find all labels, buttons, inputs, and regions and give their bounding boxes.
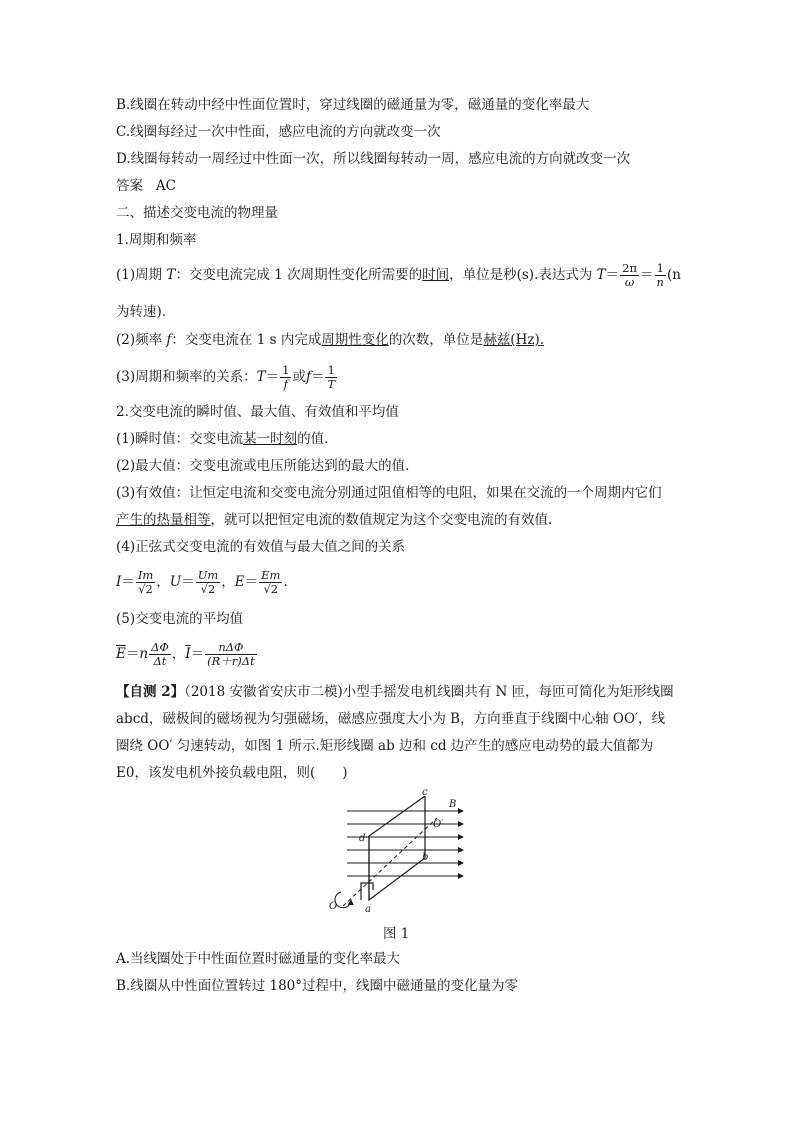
maximum-value: (2)最大值：交变电流或电压所能达到的最大的值.	[116, 458, 410, 474]
formula-E-bar: $\overline{E}$	[116, 646, 126, 662]
sine-relation-title: (4)正弦式交变电流的有效值与最大值之间的关系	[116, 539, 406, 555]
equals-sign: ＝	[244, 574, 259, 590]
label-O: O	[329, 901, 338, 912]
relation-fraction-2	[325, 364, 337, 391]
fraction-denominator: (R＋r)Δt	[207, 654, 255, 668]
freq-prefix: (2)频率	[116, 332, 167, 348]
equals-sign: ＝	[605, 267, 620, 283]
effective-value-line2	[116, 511, 552, 529]
label-d: d	[359, 833, 366, 844]
period-fraction-1	[620, 262, 639, 289]
formula-I-fraction	[136, 569, 155, 596]
separator: ，	[171, 646, 186, 662]
equals-sign: ＝	[310, 369, 325, 385]
fraction-denominator: √2	[200, 582, 216, 596]
problem-tag: 【自测 2】	[116, 684, 185, 700]
problem-line4: E0，该发电机外接负载电阻，则( )	[116, 765, 348, 781]
average-fraction-1	[149, 641, 171, 668]
period-text: ：交变电流完成 1 次周期性变化所需要的	[175, 267, 423, 283]
generator-coil-diagram	[325, 788, 475, 916]
subsection-title-2: 2.交变电流的瞬时值、最大值、有效值和平均值	[116, 404, 399, 420]
relation-T: T	[256, 369, 266, 385]
relation-f: f	[305, 369, 311, 385]
separator: ，	[221, 574, 235, 590]
option-b: B.线圈在转动中经中性面位置时，穿过线圈的磁通量为零，磁通量的变化率最大	[116, 97, 590, 113]
fraction-numerator: 2π	[622, 261, 638, 275]
fraction-numerator: 1	[325, 364, 337, 378]
fraction-numerator: 1	[282, 363, 290, 377]
label-b: b	[422, 852, 429, 863]
fraction-denominator: √2	[263, 582, 279, 596]
fraction-denominator: f	[283, 377, 288, 391]
equals-sign: ＝	[265, 369, 280, 385]
problem-line2: abcd，磁极间的磁场视为匀强磁场，磁感应强度大小为 B，方向垂直于线圈中心轴 OO′，线	[116, 711, 666, 727]
period-tail: (n	[666, 267, 681, 283]
fraction-numerator: Um	[197, 568, 219, 582]
period-prefix: (1)周期	[116, 267, 167, 283]
figure-caption: 图 1	[383, 926, 410, 942]
problem-text-1: （2018 安徽省安庆市二模)小型手摇发电机线圈共有 N 匝，每匝可简化为矩形线圈	[184, 684, 674, 700]
fraction-denominator: Δt	[153, 654, 167, 668]
equals-sign: ＝	[190, 646, 205, 662]
formula-E-fraction	[259, 569, 282, 596]
fraction-denominator: n	[656, 275, 664, 289]
fraction-denominator: T	[327, 377, 336, 391]
equals-sign: ＝	[121, 574, 135, 590]
relation-prefix: (3)周期和频率的关系：	[116, 369, 257, 385]
relation-or: 或	[292, 369, 306, 385]
fraction-numerator: Im	[137, 568, 154, 582]
option-c: C.线圈每经过一次中性面，感应电流的方向就改变一次	[116, 124, 441, 140]
label-c: c	[422, 788, 428, 798]
effective-post: ，就可以把恒定电流的数值规定为这个交变电流的有效值.	[210, 512, 553, 528]
answer-value: AC	[155, 178, 176, 194]
option-b-bottom: B.线圈从中性面位置转过 180°过程中，线圈中磁通量的变化量为零	[116, 978, 519, 994]
label-O-prime: O′	[433, 819, 444, 830]
formula-I: I	[116, 574, 122, 590]
problem-line1	[116, 683, 674, 701]
equals-sign: ＝	[640, 267, 654, 283]
label-a: a	[365, 904, 371, 915]
freq-underline-1: 周期性变化	[321, 332, 389, 348]
period-mark: .	[283, 574, 288, 590]
period-underline: 时间	[422, 267, 450, 283]
average-formula	[116, 641, 258, 668]
option-a-bottom: A.当线圈处于中性面位置时磁通量的变化率最大	[116, 951, 401, 967]
fraction-numerator: 1	[655, 262, 666, 276]
sine-formula	[116, 569, 288, 596]
effective-underline: 产生的热量相等	[116, 512, 211, 528]
period-fraction-2	[655, 262, 666, 289]
formula-E: E	[234, 574, 245, 590]
fraction-numerator: Em	[261, 568, 281, 582]
period-frequency-relation	[116, 364, 338, 391]
problem-line3: 圈绕 OO′ 匀速转动，如图 1 所示.矩形线圈 ab 边和 cd 边产生的感应电动势的最大值都为	[116, 738, 654, 754]
freq-text-2: 的次数，单位是	[388, 332, 484, 348]
instant-post: 的值.	[297, 431, 329, 447]
separator: ，	[156, 574, 170, 590]
effective-value-line1: (3)有效值：让恒定电流和交变电流分别通过阻值相等的电阻，如果在交流的一个周期内它们	[116, 485, 662, 501]
option-d: D.线圈每转动一周经过中性面一次，所以线圈每转动一周，感应电流的方向就改变一次	[116, 151, 631, 167]
average-fraction-2	[205, 641, 257, 668]
period-definition-line2: 为转速).	[116, 304, 167, 320]
period-definition	[116, 262, 681, 289]
answer-line	[116, 177, 176, 195]
label-B: B	[449, 799, 457, 810]
fraction-numerator: nΔΦ	[205, 641, 257, 655]
period-text-2: ，单位是秒(s).表达式为	[449, 267, 597, 283]
subsection-title-1: 1.周期和频率	[116, 232, 197, 248]
freq-symbol: f	[166, 332, 172, 348]
answer-label: 答案	[116, 178, 143, 194]
period-symbol: T	[166, 267, 176, 283]
rectangular-coil	[369, 796, 425, 900]
coil-leads	[361, 883, 373, 900]
average-title: (5)交变电流的平均值	[116, 611, 244, 627]
instant-underline: 某一时刻	[243, 431, 298, 447]
frequency-definition	[116, 331, 544, 349]
freq-underline-2: 赫兹(Hz).	[483, 332, 545, 348]
freq-text: ：交变电流在 1 s 内完成	[171, 332, 322, 348]
relation-fraction-1	[280, 364, 291, 391]
equals-sign: ＝	[181, 574, 195, 590]
formula-I-bar: $\overline{I}$	[185, 646, 191, 662]
instant-prefix: (1)瞬时值：交变电流	[116, 431, 244, 447]
fraction-denominator: √2	[138, 582, 153, 596]
fraction-numerator: ΔΦ	[151, 640, 169, 654]
formula-n: n	[139, 646, 149, 662]
equals-sign: ＝	[125, 646, 140, 662]
instant-value	[116, 430, 328, 448]
period-formula-lhs: T	[596, 267, 606, 283]
formula-U-fraction	[196, 569, 221, 596]
section-title: 二、描述交变电流的物理量	[116, 205, 278, 221]
formula-U: U	[169, 574, 182, 590]
fraction-denominator: ω	[624, 275, 635, 289]
